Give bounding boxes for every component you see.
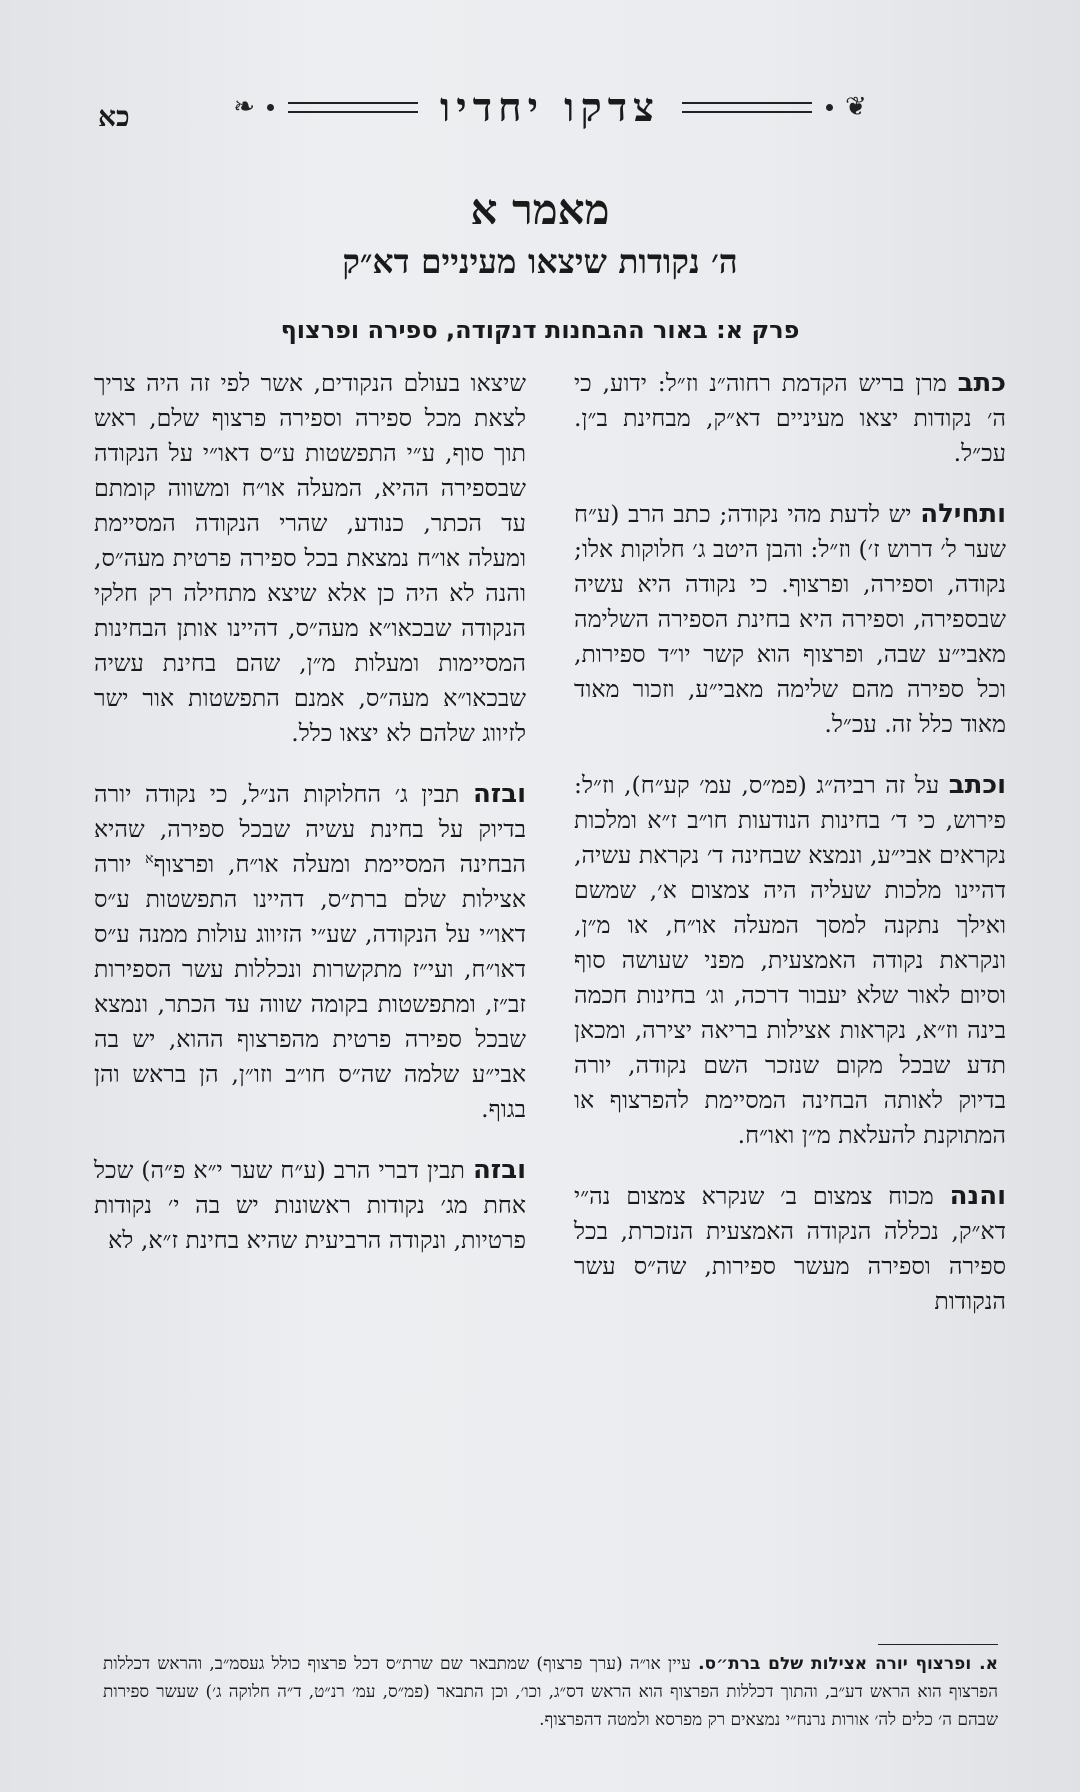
paragraph-lead-word: ותחילה <box>920 499 1006 529</box>
paragraph-lead-word: ובזה <box>472 1155 526 1185</box>
paragraph <box>94 777 526 1127</box>
left-column <box>94 366 526 1586</box>
ornament-dot-right <box>826 104 833 111</box>
header-rule-right <box>682 102 812 113</box>
paragraph-text: מרן בריש הקדמת רחוה״נ וז״ל: ידוע, כי ה׳ נקודות יצאו מעיניים דא״ק, מבחינת ב״ן. עכ״ל. <box>574 369 1006 467</box>
paragraph-text: יורה אצילות שלם ברת״ס, דהיינו התפשטות ע״ס דאו״י על הנקודה, שע״י הזיווג עולות ממנה ע״ס דאו״ח, ועי״ז מתקשרות ונכללות עשר הספירות זב״ז, ומתפשטות בקומה שווה עד הכתר, ונמצא שבכל ספירה פרטית מהפרצוף ההוא, יש בה אבי״ע שלמה שה״ס חו״ב וזו״ן, הן בראש והן בגוף. <box>94 850 526 1123</box>
paragraph-text: על זה רביה״ג (פמ״ס, עמ׳ קע״ח), וז״ל: פירוש, כי ד׳ בחינות הנודעות חו״ב ז״א ומלכות נקראים אבי״ע, ונמצא שבחינה ד׳ נקראת עשיה, דהיינו מלכות שעליה היה צמצום א׳, שמשם ואילך נתקנה למסך המעלה או״ח, או מ״ן, ונקראת נקודה האמצעית, מפני שעושה סוף וסיום לאור שלא יעבור דרכה, וג׳ בחינות חכמה בינה וז״א, נקראות אצילות בריאה יצירה, ומכאן תדע שבכל מקום שנזכר השם נקודה, יורה בדיוק לאותה הבחינה המסיימת להפרצוף או המתוקנת להעלאת מ״ן ואו״ח. <box>574 771 1006 1149</box>
paragraph-text: שיצאו בעולם הנקודים, אשר לפי זה היה צריך לצאת מכל ספירה וספירה פרצוף שלם, ראש תוך סוף, ע״י התפשטות ע״ס דאו״י על הנקודה שבספירה ההיא, המעלה או״ח ומשווה קומתם עד הכתר, כנודע, שהרי הנקודה המסיימת ומעלה או״ח נמצאת בכל ספירה פרטית מעה״ס, והנה לא היה כן אלא שיצא מתחילה רק חלקי הנקודה שבכאו״א מעה״ס, דהיינו אותן הבחינות המסיימות ומעלות מ״ן, שהם בחינת עשיה שבכאו״א מעה״ס, אמנם התפשטות אור ישר לזיווג שלהם לא יצאו כלל. <box>94 369 526 747</box>
paragraph <box>574 768 1006 1153</box>
paragraph-text: יש לדעת מהי נקודה; כתב הרב (ע״ח שער ל׳ דרוש ז׳) וז״ל: והבן היטב ג׳ חלוקות אלו; נקודה, וספירה, ופרצוף. כי נקודה היא עשיה שבספירה, וספירה היא בחינת הספירה השלימה מאבי״ע שבה, ופרצוף הוא קשר יו״ד ספירות, וכל ספירה מהם שלימה מאבי״ע, וזכור מאוד מאוד כלל זה. עכ״ל. <box>574 500 1006 738</box>
paragraph <box>574 497 1006 742</box>
footnote-marker: א. <box>979 1654 998 1674</box>
flourish-right-icon: ❦ <box>844 92 867 122</box>
paragraph <box>574 366 1006 471</box>
paragraph-lead-word: והנה <box>949 1181 1006 1211</box>
page-number: כא <box>98 100 130 133</box>
ornament-dot-left <box>267 104 274 111</box>
paragraph-text: מכוח צמצום ב׳ שנקרא צמצום נה״י דא״ק, נכללה הנקודה האמצעית הנזכרת, בכל ספירה וספירה מעשר ספירות, שה״ס עשר הנקודות <box>574 1182 1006 1315</box>
paragraph <box>94 366 526 751</box>
running-title: צדקו יחדיו <box>440 83 660 131</box>
flourish-left-icon: ❧ <box>233 92 256 122</box>
header-rule-left <box>288 102 418 113</box>
footnote <box>103 1650 998 1734</box>
footnote-divider <box>878 1644 998 1645</box>
chapter-subtitle: ה׳ נקודות שיצאו מעיניים דא״ק <box>342 242 738 281</box>
paragraph <box>574 1179 1006 1319</box>
paragraph <box>94 1153 526 1258</box>
paragraph-text: תבין דברי הרב (ע״ח שער י״א פ״ה) שכל אחת מג׳ נקודות ראשונות יש בה י׳ נקודות פרטיות, ונקודה הרביעית שהיא בחינת ז״א, לא <box>94 1156 526 1254</box>
running-header <box>210 72 890 142</box>
paragraph-text: תבין ג׳ החלוקות הנ״ל, כי נקודה יורה בדיוק על בחינת עשיה שבכל ספירה, שהיא הבחינה המסיימת ומעלה או״ח, ופרצוף <box>94 780 526 878</box>
footnote-reference[interactable]: א <box>145 851 154 868</box>
section-title: פרק א: באור ההבחנות דנקודה, ספירה ופרצוף <box>280 316 800 344</box>
paragraph-lead-word: וכתב <box>948 770 1006 800</box>
paragraph-lead-word: ובזה <box>472 779 526 809</box>
paragraph-lead-word: כתב <box>957 368 1006 398</box>
chapter-heading <box>0 182 1080 286</box>
footnote-text: עיין או״ה (ערך פרצוף) שמתבאר שם שרת״ס דכל פרצוף כולל געסמ״ב, והראש דכללות הפרצוף הוא הראש דע״ב, והתוך דכללות הפרצוף הוא הראש דס״ג, וכו׳, וכן התבאר (פמ״ס, עמ׳ רנ״ט, ד״ה חלוקה ג׳) שעשר ספירות שבהם ה׳ כלים לה׳ אורות נרנח״י נמצאים רק מפרסא ולמטה דהפרצוף. <box>103 1654 998 1730</box>
footnote-heading: ופרצוף יורה אצילות שלם ברת״ס. <box>698 1654 972 1674</box>
chapter-title: מאמר א <box>470 185 610 234</box>
text-columns <box>94 366 1006 1586</box>
right-column <box>574 366 1006 1586</box>
